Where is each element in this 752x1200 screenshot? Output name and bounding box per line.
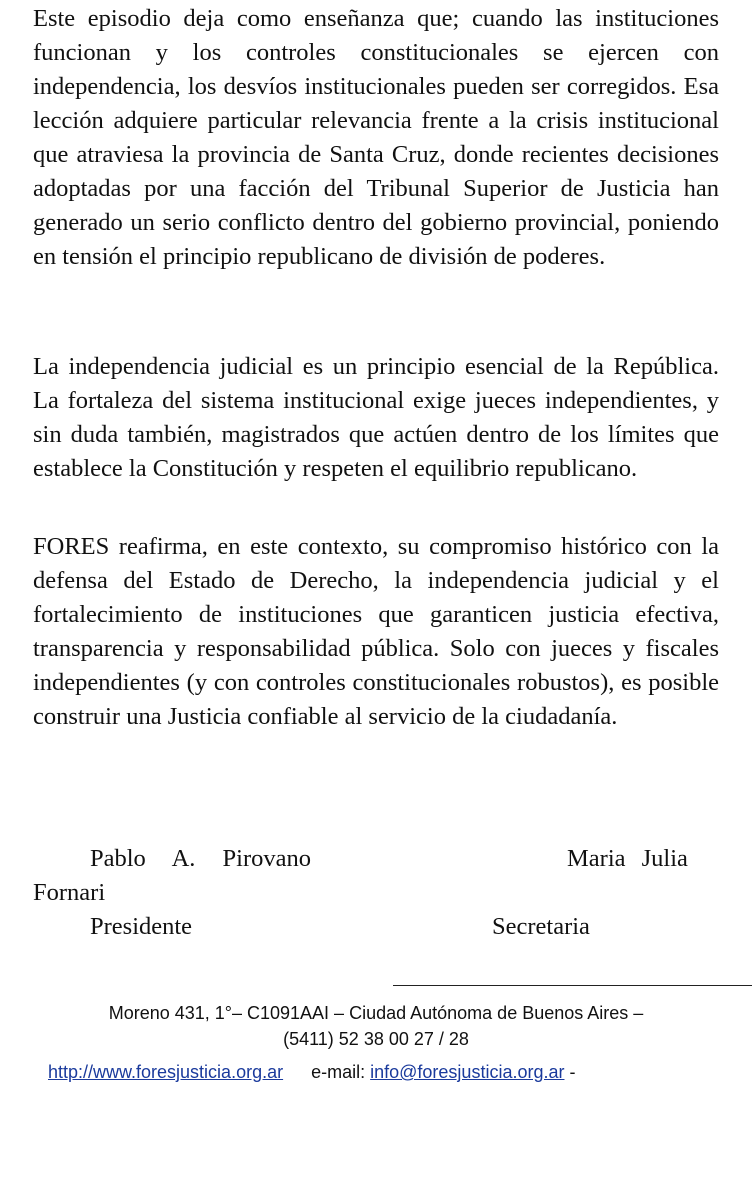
footer-divider: [393, 985, 752, 986]
signatory-right-surname: Fornari: [33, 879, 106, 906]
signatory-left-role: Presidente: [90, 913, 193, 940]
paragraph-fores-commitment: FORES reafirma, en este contexto, su compromiso histórico con la defensa del Estado de Derecho, la independencia judicial y el fortalecimiento de instituciones que garanticen justicia efectiva, transparencia y responsabilidad pública. Solo con jueces y fiscales independientes (y con controles constitucionales robustos), es posible construir una Justicia confiable al servicio de la ciudadanía.: [33, 533, 719, 730]
paragraph-lesson: Este episodio deja como enseñanza que; cuando las instituciones funcionan y los controles constitucionales se ejercen con independencia, los desvíos institucionales pueden ser corregidos. Esa lección adquiere particular relevancia frente a la crisis institucional que atraviesa la provincia de Santa Cruz, donde recientes decisiones adoptadas por una facción del Tribunal Superior de Justicia han generado un serio conflicto dentro del gobierno provincial, poniendo en tensión el principio republicano de división de poderes.: [33, 5, 719, 270]
signatory-right-role: Secretaria: [492, 913, 590, 940]
signatory-left-name: Pablo A. Pirovano: [90, 845, 311, 872]
footer-phone: (5411) 52 38 00 27 / 28: [283, 1029, 469, 1049]
footer-trailing-dash: -: [569, 1062, 576, 1082]
footer-address: Moreno 431, 1°– C1091AAI – Ciudad Autónoma de Buenos Aires –: [108, 1003, 644, 1023]
email-link[interactable]: info@foresjusticia.org.ar: [370, 1062, 565, 1082]
email-label: e-mail:: [311, 1062, 366, 1082]
footer-links: [48, 1059, 748, 1085]
paragraph-judicial-independence: La independencia judicial es un principio esencial de la República. La fortaleza del sistema institucional exige jueces independientes, y sin duda también, magistrados que actúen dentro de los límites que establece la Constitución y respeten el equilibrio republicano.: [33, 353, 719, 482]
website-link[interactable]: http://www.foresjusticia.org.ar: [48, 1062, 284, 1082]
signatory-right-name: Maria Julia: [567, 845, 688, 872]
